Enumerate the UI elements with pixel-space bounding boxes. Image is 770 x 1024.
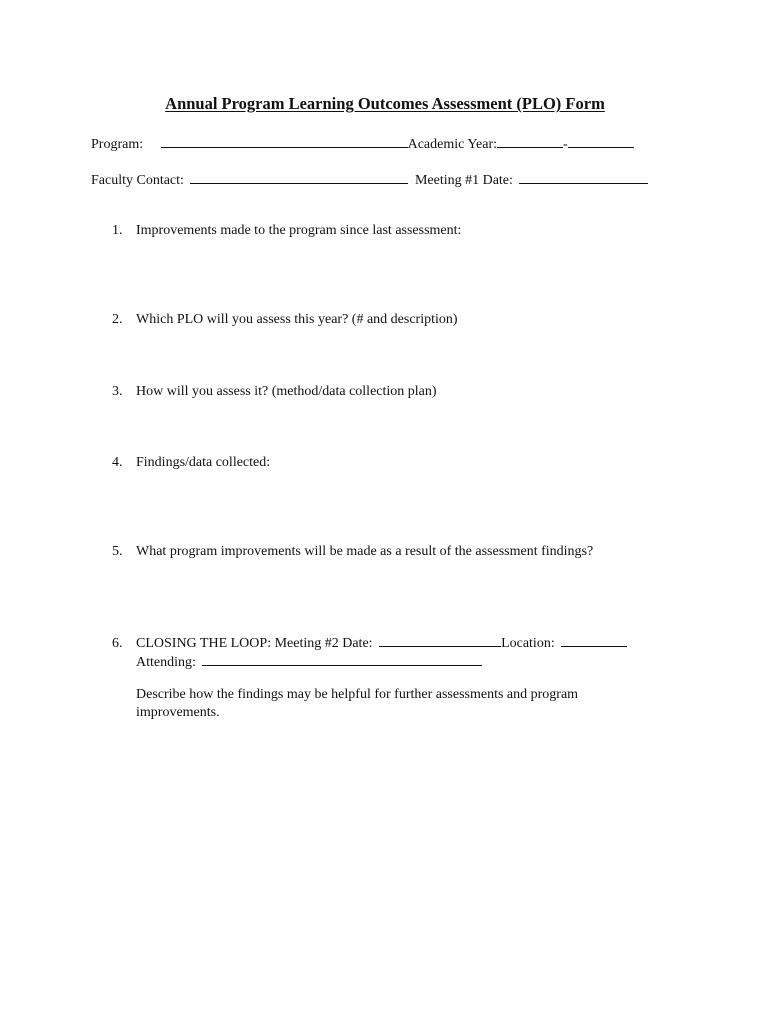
question-4 — [112, 454, 270, 472]
meeting1-label: Meeting #1 Date: — [414, 173, 513, 188]
question-1 — [112, 222, 461, 240]
question-2-number: 2. — [112, 312, 123, 327]
question-6-text: CLOSING THE LOOP: Meeting #2 Date: — [136, 636, 373, 651]
academic-year-separator: - — [563, 137, 568, 152]
question-1-number: 1. — [112, 223, 123, 238]
meeting2-date-field[interactable] — [379, 632, 501, 647]
question-2 — [112, 311, 458, 329]
question-5-text: What program improvements will be made as a result of the assessment findings? — [136, 544, 594, 559]
question-4-number: 4. — [112, 455, 123, 470]
faculty-contact-field[interactable] — [190, 169, 408, 184]
question-3-text: How will you assess it? (method/data collection plan) — [136, 384, 437, 399]
question-5 — [112, 543, 593, 561]
question-6 — [112, 632, 627, 653]
academic-year-start-field[interactable] — [497, 133, 563, 148]
location-label: Location: — [501, 636, 555, 651]
meeting1-date-field[interactable] — [519, 169, 648, 184]
location-field[interactable] — [561, 632, 627, 647]
attending-label: Attending: — [136, 655, 196, 670]
question-3-number: 3. — [112, 384, 123, 399]
question-4-text: Findings/data collected: — [136, 455, 271, 470]
form-title: Annual Program Learning Outcomes Assessment (PLO) Form — [165, 94, 605, 113]
program-field[interactable] — [161, 133, 408, 148]
attending-field[interactable] — [202, 651, 482, 666]
question-3 — [112, 383, 437, 401]
attending-line — [136, 651, 482, 672]
question-5-number: 5. — [112, 544, 123, 559]
question-6-number: 6. — [112, 636, 123, 651]
closing-description: Describe how the findings may be helpful for further assessments and program improvements. — [136, 687, 579, 720]
question-2-text: Which PLO will you assess this year? (# and description) — [136, 312, 458, 327]
program-line — [91, 133, 634, 154]
program-label: Program: — [91, 137, 144, 152]
question-1-text: Improvements made to the program since last assessment: — [136, 223, 462, 238]
faculty-contact-line — [91, 169, 648, 190]
faculty-contact-label: Faculty Contact: — [91, 173, 184, 188]
academic-year-end-field[interactable] — [568, 133, 634, 148]
academic-year-label: Academic Year: — [407, 137, 498, 152]
